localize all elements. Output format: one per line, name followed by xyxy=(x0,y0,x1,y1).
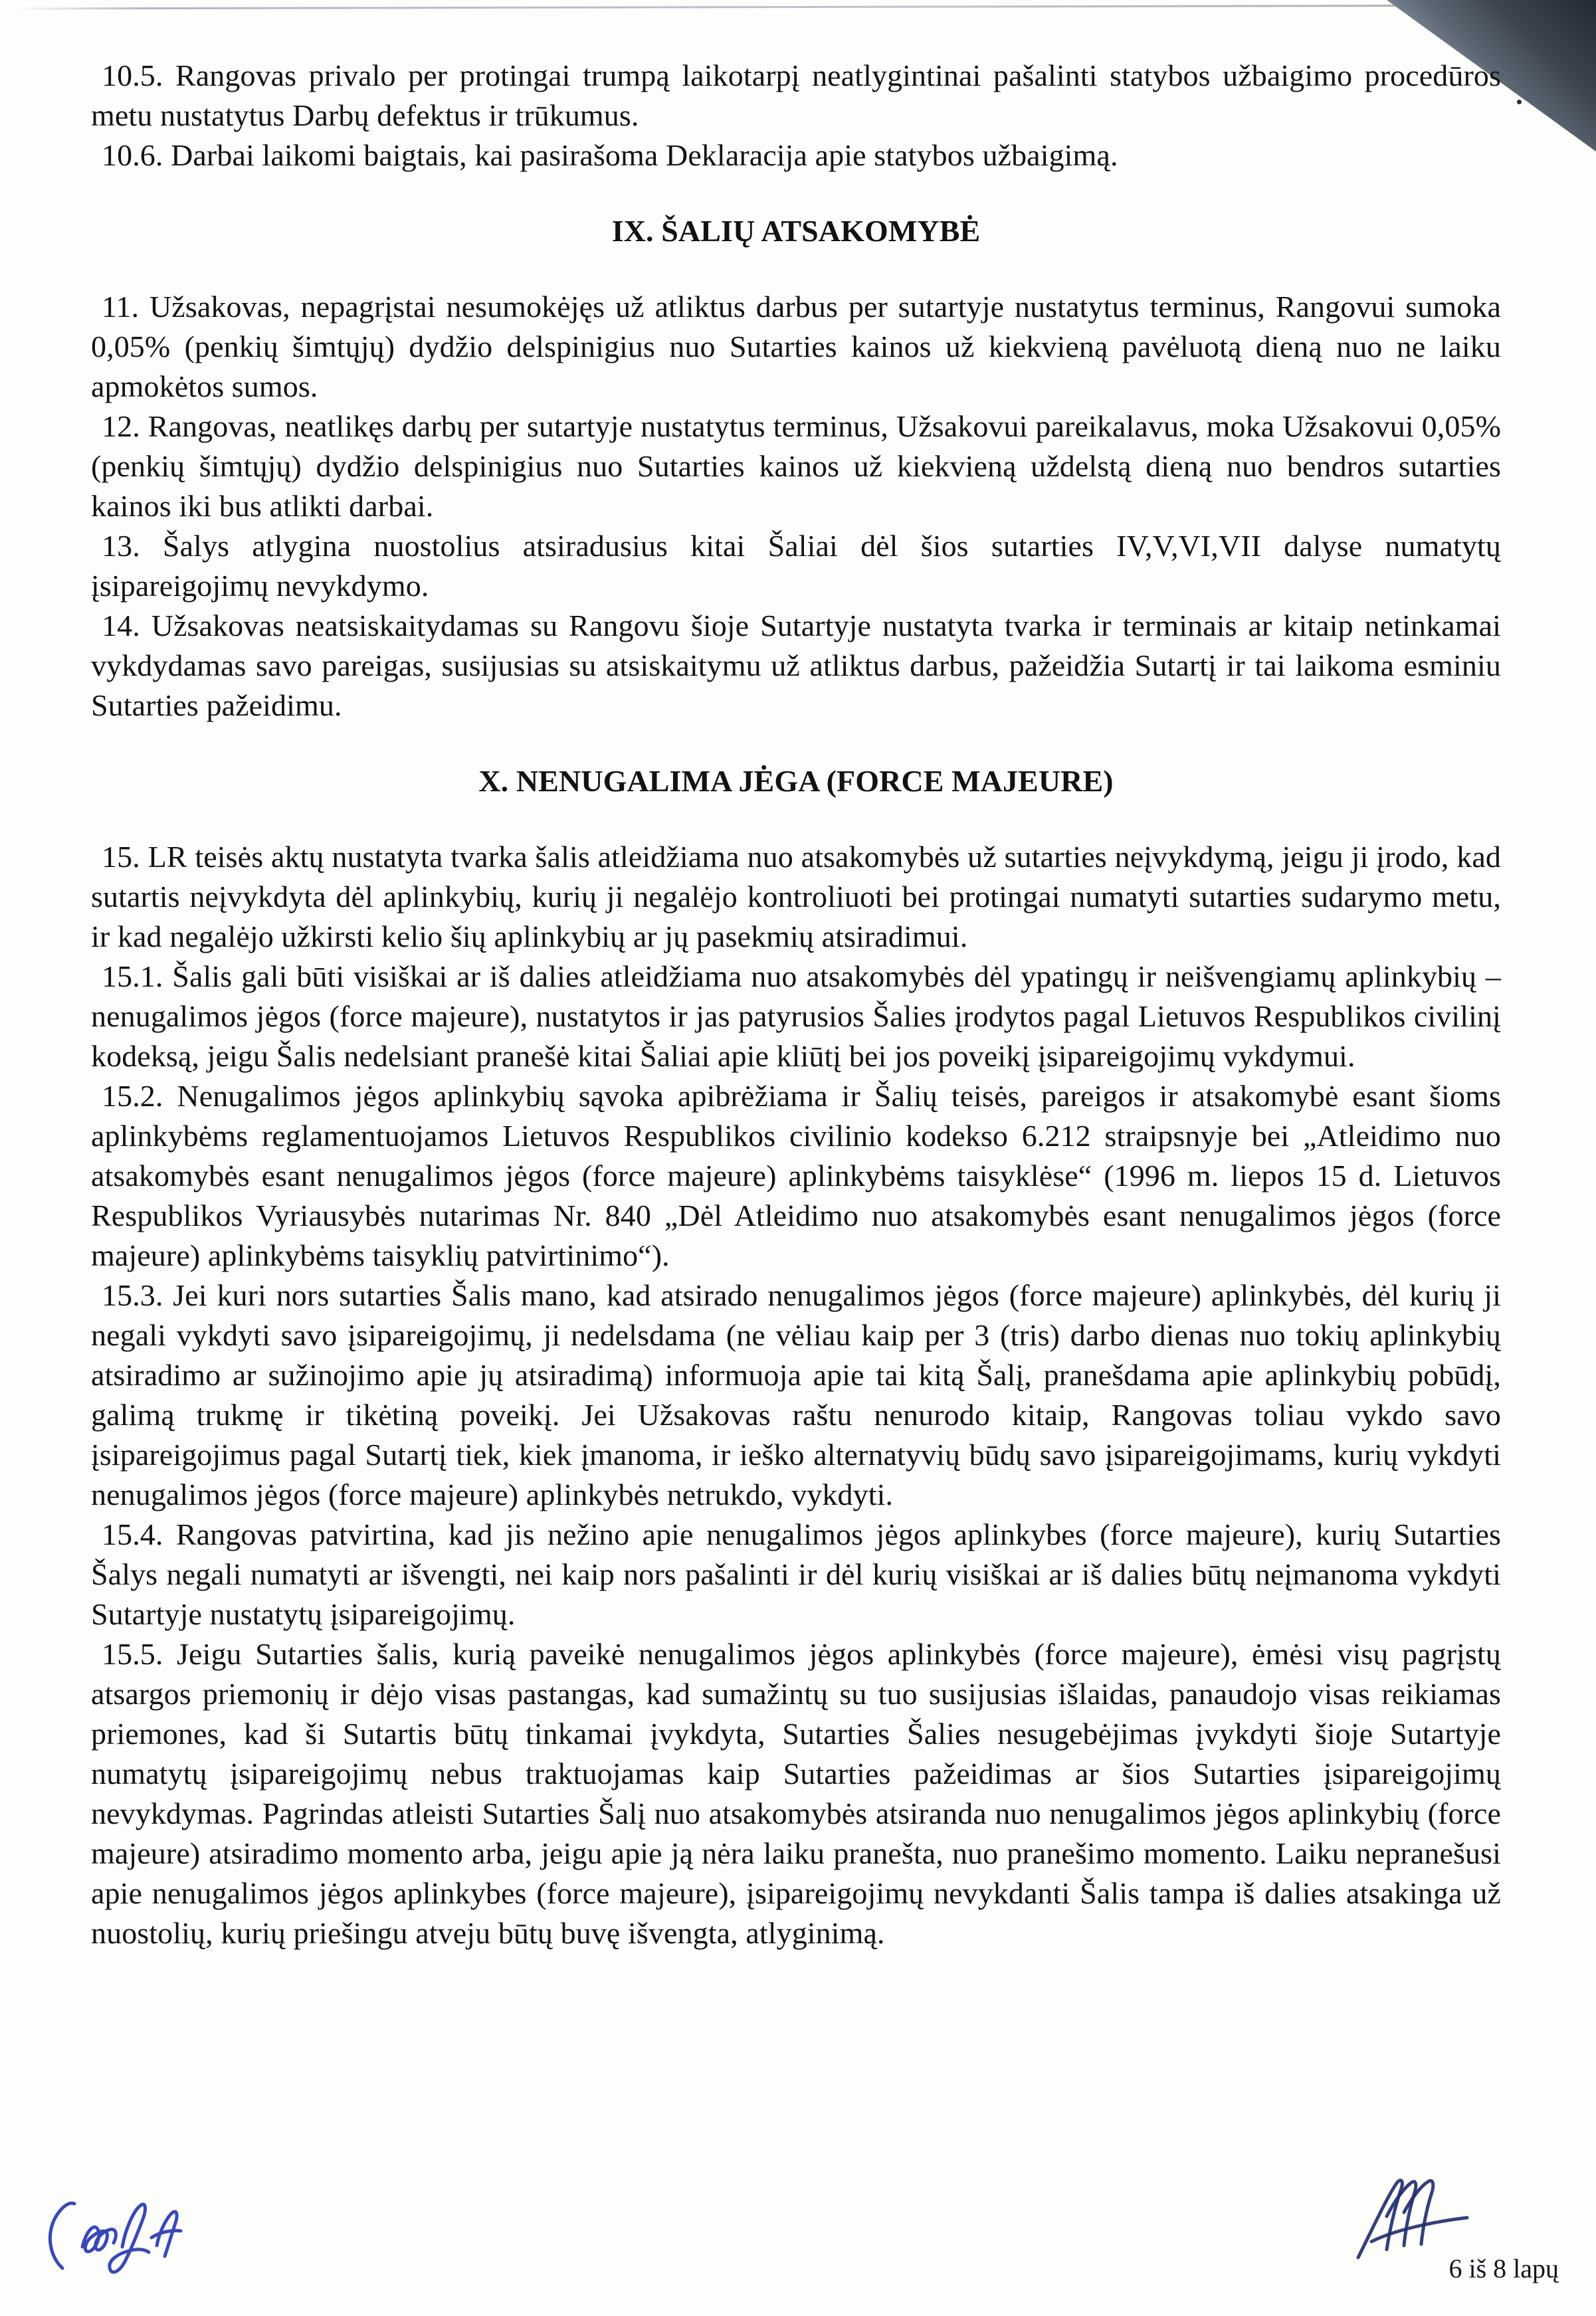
scan-speck-dot xyxy=(1517,100,1522,104)
clause-12: 12. Rangovas, neatlikęs darbų per sutartyje nustatytus terminus, Užsakovui pareikalavus, moka Užsakovui 0,05%(penkių šimtųjų) dydžio delspinigius nuo Sutarties kainos už kiekvieną uždelstą dieną nuo bendros sutarties kainos iki bus atlikti darbai. xyxy=(91,409,1501,523)
contract-text xyxy=(91,56,1501,1953)
signature-stroke xyxy=(50,2203,74,2268)
clause-15-5: 15.5. Jeigu Sutarties šalis, kurią paveikė nenugalimos jėgos aplinkybės (force majeure), ėmėsi visų pagrįstų atsargos priemonių ir dėjo visas pastangas, kad sumažintų su tuo susijusias išlaidas, panaudojo visas reikiamas priemones, kad ši Sutartis būtų tinkamai įvykdyta, Sutarties Šalies nesugebėjimas įvykdyti šioje Sutartyje numatytų įsipareigojimų nebus traktuojamas kaip Sutarties pažeidimas ar šios Sutarties įsipareigojimų nevykdymas. Pagrindas atleisti Sutarties Šalį nuo atsakomybės atsiranda nuo nenugalimos jėgos aplinkybių (force majeure) atsiradimo momento arba, jeigu apie ją nėra laiku pranešta, nuo pranešimo momento. Laiku nepranešusi apie nenugalimos jėgos aplinkybes (force majeure), įsipareigojimų nevykdanti Šalis tampa iš dalies atsakinga už nuostolių, kurių priešingu atveju būtų buvę išvengta, atlyginimą. xyxy=(91,1637,1501,1950)
section-heading-ix: IX. ŠALIŲ ATSAKOMYBĖ xyxy=(611,214,981,248)
signature-stroke xyxy=(151,2212,181,2256)
signature-right xyxy=(1353,2174,1492,2264)
signature-left xyxy=(43,2180,202,2287)
clause-15-2: 15.2. Nenugalimos jėgos aplinkybių sąvoka apibrėžiama ir Šalių teisės, pareigos ir atsakomybė esant šioms aplinkybėms reglamentuojamos Lietuvos Respublikos civilinio kodekso 6.212 straipsnyje bei „Atleidimo nuo atsakomybės esant nenugalimos jėgos (force majeure) aplinkybėms taisyklėse“ (1996 m. liepos 15 d. Lietuvos Respublikos Vyriausybės nutarimas Nr. 840 „Dėl Atleidimo nuo atsakomybės esant nenugalimos jėgos (force majeure) aplinkybėms taisyklių patvirtinimo“). xyxy=(91,1079,1501,1272)
clause-15-4: 15.4. Rangovas patvirtina, kad jis nežino apie nenugalimos jėgos aplinkybes (force majeure), kurių Sutarties Šalys negali numatyti ar išvengti, nei kaip nors pašalinti ir dėl kurių visiškai ar iš dalies būtų neįmanoma vykdyti Sutartyje nustatytų įsipareigojimų. xyxy=(91,1517,1501,1631)
clause-10-6: 10.6. Darbai laikomi baigtais, kai pasirašoma Deklaracija apie statybos užbaigimą. xyxy=(102,138,1118,172)
signature-stroke xyxy=(1371,2218,1467,2242)
clause-13: 13. Šalys atlygina nuostolius atsiradusius kitai Šaliai dėl šios sutarties IV,V,VI,VII dalyse numatytų įsipareigojimų nevykdymo. xyxy=(91,529,1501,603)
clause-15: 15. LR teisės aktų nustatyta tvarka šalis atleidžiama nuo atsakomybės už sutarties neįvykdymą, jeigu ji įrodo, kad sutartis neįvykdyta dėl aplinkybių, kurių ji negalėjo kontroliuoti bei protingai numatyti sutarties sudarymo metu, ir kad negalėjo užkirsti kelio šių aplinkybių ar jų pasekmių atsiradimui. xyxy=(91,840,1501,953)
clause-15-3: 15.3. Jei kuri nors sutarties Šalis mano, kad atsirado nenugalimos jėgos (force majeure) aplinkybės, dėl kurių ji negali vykdyti savo įsipareigojimų, ji nedelsdama (ne vėliau kaip per 3 (tris) darbo dienas nuo tokių aplinkybių atsiradimo ar sužinojimo apie jų atsiradimą) informuoja apie tai kitą Šalį, pranešdama apie aplinkybių pobūdį, galimą trukmę ir tikėtiną poveikį. Jei Užsakovas raštu nenurodo kitaip, Rangovas toliau vykdo savo įsipareigojimus pagal Sutartį tiek, kiek įmanoma, ir ieško alternatyvių būdų savo įsipareigojimams, kurių vykdyti nenugalimos jėgos (force majeure) aplinkybės netrukdo, vykdyti. xyxy=(91,1278,1501,1511)
signature-stroke xyxy=(82,2227,116,2252)
clause-11: 11. Užsakovas, nepagrįstai nesumokėjęs už atliktus darbus per sutartyje nustatytus terminus, Rangovui sumoka 0,05% (penkių šimtųjų) dydžio delspinigius nuo Sutarties kainos už kiekvieną pavėluotą dieną nuo ne laiku apmokėtos sumos. xyxy=(91,290,1501,403)
clause-15-1: 15.1. Šalis gali būti visiškai ar iš dalies atleidžiama nuo atsakomybės dėl ypatingų ir neišvengiamų aplinkybių – nenugalimos jėgos (force majeure), nustatytos ir jas patyrusios Šalies įrodytos pagal Lietuvos Respublikos civilinį kodeksą, jeigu Šalis nedelsiant pranešė kitai Šaliai apie kliūtį bei jos poveikį įsipareigojimų vykdymui. xyxy=(91,959,1501,1073)
scan-edge-artifact xyxy=(15,5,1587,10)
clause-10-5: 10.5. Rangovas privalo per protingai trumpą laikotarpį neatlygintinai pašalinti statybos užbaigimo procedūros metu nustatytus Darbų defektus ir trūkumus. xyxy=(91,58,1501,132)
section-heading-x: X. NENUGALIMA JĖGA (FORCE MAJEURE) xyxy=(478,764,1114,798)
signature-stroke xyxy=(1358,2180,1402,2258)
page-number: 6 iš 8 lapų xyxy=(1448,2254,1559,2283)
clause-14: 14. Užsakovas neatsiskaitydamas su Rangovu šioje Sutartyje nustatyta tvarka ir terminais ar kitaip netinkamai vykdydamas savo pareigas, susijusias su atsiskaitymu už atliktus darbus, pažeidžia Sutartį ir tai laikoma esminiu Sutarties pažeidimu. xyxy=(91,609,1501,722)
